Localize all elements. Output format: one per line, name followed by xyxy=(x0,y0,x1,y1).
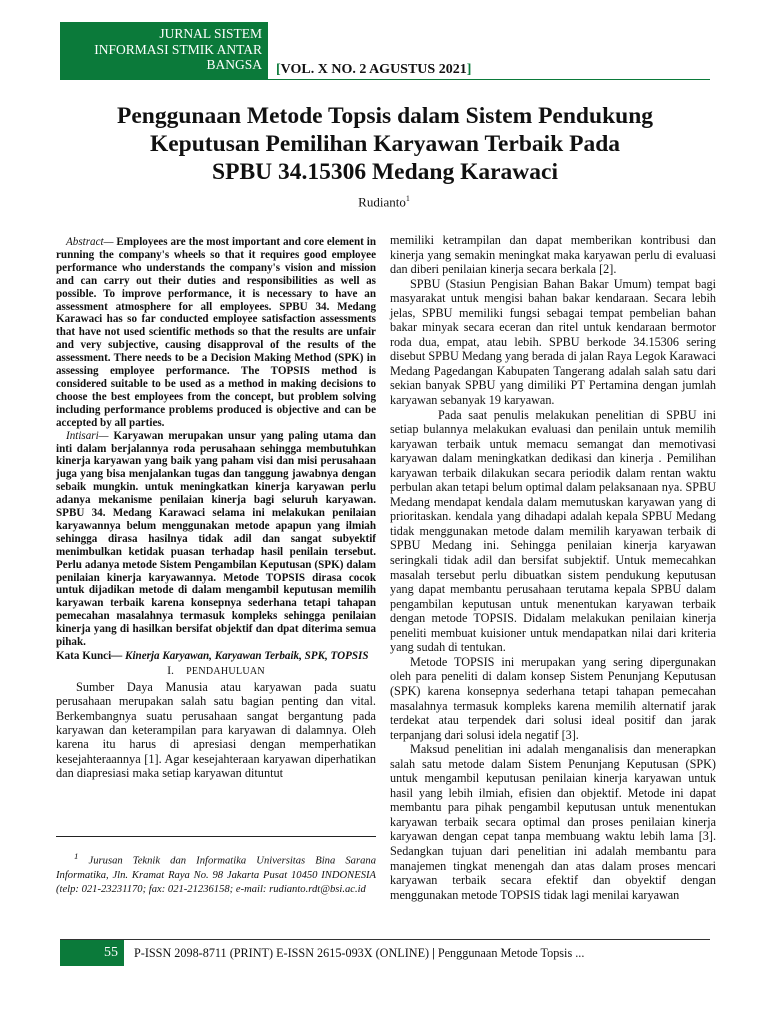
title-line2: Keputusan Pemilihan Karyawan Terbaik Pada xyxy=(149,131,621,157)
footnote xyxy=(56,849,376,897)
body-paragraph: Metode TOPSIS ini merupakan yang sering dipergunakan oleh para peneliti di dalam konsep Sistem Penunjang Keputusan (SPK) karena konsepnya sederhana tetapi tahapan pemecahan masalahnya termasuk kompleks karena memilih alternatif jarak terdekat atau terpendek dari solusi ideal positif dan jarak terpanjang dari solusi idela negatif [3]. xyxy=(390,654,716,742)
footer-issn: P-ISSN 2098-8711 (PRINT) E-ISSN 2615-093X (ONLINE) xyxy=(134,946,430,960)
journal-name-line1: JURNAL SISTEM xyxy=(159,26,262,41)
volume-label: [VOL. X NO. 2 AGUSTUS 2021] xyxy=(276,62,472,77)
footnote-rule xyxy=(56,836,376,837)
footer-separator: | xyxy=(429,946,438,960)
volume-text: VOL. X NO. 2 AGUSTUS 2021 xyxy=(280,62,467,77)
title-line1: Penggunaan Metode Topsis dalam Sistem Pendukung xyxy=(116,103,654,129)
left-column xyxy=(56,236,376,781)
body-paragraph: Pada saat penulis melakukan penelitian di SPBU ini setiap bulannya melakukan evaluasi dan penilain untuk memilih karyawan terbaik untuk memacu semangat dan memotivasi karyawan dalam meningkatkan dedikasi dan kinerja . Pemilihan karyawan terbaik dilakukan secara periodik dalam rentan waktu perbulan akan tetapi belum optimal dalam pelaksanaan nya. SPBU Medang mendapat kendala dalam memutuskan karyawan yang di prioritaskan. kendala yang dihadapi adalah kepala SPBU Medang tidak menggunakan metode dalam memilih karyawan terbaik di SPBU Medang ini. Sehingga penilaian kinerja karyawan seringkali tidak adil dan bersifat subjektif. Untuk memecahkan masalah tersebut perlu dibuatkan sistem pendukung keputusan yang dapat membantu perusahaan terutama kepala SPBU dalam pengambilan keputusan untuk menentukan karyawan terbaik dengan metode TOPSIS. Didalam melakukan penilaian kinerja peneliti membuat kuisioner untuk mendapatkan nilai dari kriteria yang sudah di tentukan. xyxy=(390,407,716,655)
keywords-text: Kinerja Karyawan, Karyawan Terbaik, SPK, TOPSIS xyxy=(122,650,369,662)
right-column xyxy=(390,233,716,902)
footer-rule xyxy=(60,939,710,940)
section-number: I. xyxy=(167,663,175,678)
footnote-mark: 1 xyxy=(74,851,79,861)
title-line3: SPBU 34.15306 Medang Karawaci xyxy=(212,159,558,185)
body-paragraph: memiliki ketrampilan dan dapat memberikan kontribusi dan kinerja yang semakin meningkat maka karyawan perlu di evaluasi dan diberi penilaian kinerja secara berkala [2]. xyxy=(390,233,716,277)
body-paragraph: SPBU (Stasiun Pengisian Bahan Bakar Umum) tempat bagi masyarakat untuk mengisi bahan bakar kendaraan. Secara lebih jelas, SPBU memiliki fungsi sebagai tempat pembelian bahan bakar minyak secara eceran dan ritel untuk kendaraan bermotor roda dua, empat, atau lebih. SPBU berkode 34.15306 sering disebut SPBU Medang yang berada di jalan Raya Legok Karawaci Medang Pagedangan Kabupaten Tangerang adalah salah satu dari sekian banyak SPBU yang dimiliki PT Pertamina dengan jumlah karyawan sebanyak 19 karyawan. xyxy=(390,276,716,408)
body-paragraph: Sumber Daya Manusia atau karyawan pada suatu perusahaan merupakan salah satu bagian penting dan vital. Berkembangnya suatu perusahaan sangat bergantung pada karyawan dan keterampilan para karyawan di dalamnya. Oleh karena itu harus di apresiasi dengan memperhatikan kesejahteraannya [1]. Agar kesejahteraan karyawan diperhatikan dan diapresiasi maka setiap karyawan dituntut xyxy=(56,679,376,781)
intisari xyxy=(56,430,376,649)
section-title: PENDAHULUAN xyxy=(186,666,265,678)
abstract xyxy=(56,236,376,430)
author-footnote-mark: 1 xyxy=(405,194,410,203)
abstract-lead: Abstract— xyxy=(66,236,114,248)
journal-name-line3: BANGSA xyxy=(206,57,262,72)
section-heading xyxy=(56,663,376,679)
header-rule xyxy=(268,79,710,80)
paper-title xyxy=(60,102,710,186)
author-name: Rudianto xyxy=(358,194,406,210)
page-number: 55 xyxy=(60,940,124,966)
body-paragraph: Maksud penelitian ini adalah menganalisis dan menerapkan salah satu metode dalam Sistem Penunjang Keputusan (SPK) untuk mengambil keputusan penilaian kinerja karyawan untuk hasil yang lebih ilmiah, efisien dan objektif. Metode ini dapat membantu para pihak pengambil keputusan untuk menentukan karyawan terbaik secara optimal dan proses penilaian kinerja karyawan dengan cepat tanpa membuang waktu lebih lama [3]. Sedangkan tujuan dari penelitian ini adalah membantu para manajemen tingkat menengah dan atas dalam proses mencari karyawan terbaik secara efektif dan obyektif dengan menggunakan metode TOPSIS tidak lagi menilai karyawan xyxy=(390,742,716,902)
journal-name-line2: INFORMASI STMIK ANTAR xyxy=(94,41,262,57)
keywords-lead: Kata Kunci— xyxy=(56,650,123,662)
footnote-text: Jurusan Teknik dan Informatika Universitas Bina Sarana Informatika, Jln. Kramat Raya No. 98 Jakarta Pusat 10450 INDONESIA (telp: 021-23231170; fax: 021-21236158; e-mail: rudianto.rdt@bsi.ac.id xyxy=(56,855,376,895)
journal-name-box xyxy=(60,22,268,80)
footer-text xyxy=(134,946,584,961)
keywords xyxy=(56,649,376,663)
author-line xyxy=(0,194,768,210)
abstract-text: Employees are the most important and core element in running the company's wheels so that it requires good employee performance who understands the company's vision and mission and can carry out their duties and responsibilities as well as possible. To improve performance, it is necessary to have an assessment atmosphere for all employees. SPBU 34. Medang Karawaci has so far conducted employee satisfaction assessments that have not used scientific methods so that the results are unfair and very subjective, causing disapproval of the results of the assessment. There needs to be a Decision Making Method (SPK) in assessing employee performance. The TOPSIS method is considered suitable to be used as a method in making decisions to choose the best employees from the concept, but problem solving including performance problems produced is objective and can be accepted by all parties. xyxy=(56,236,376,429)
footer-running-title: Penggunaan Metode Topsis ... xyxy=(437,946,585,960)
intisari-text: Karyawan merupakan unsur yang paling utama dan inti dalam berjalannya roda perusahaan sehingga membutuhkan kinerja karyawan yang baik yang paham visi dan misi perusahaan juga yang bisa menjalankan tugas dan tanggung jawabnya dengan sebaik mungkin. untuk meningkatkan kinerja karyawan perlu adanya mekanisme penilaian kinerja bagi seluruh karyawan. SPBU 34. Medang Karawaci selama ini melakukan penilaian karyawannya belum menggunakan metode apapun yang ilmiah sehingga dirasa hasilnya tidak adil dan sangat subyektif menimbulkan ketidak puasan terhadap hasil penilain tersebut. Perlu adanya metode Sistem Pengambilan Keputusan (SPK) dalam penilaian kinerja karyawannya. Metode TOPSIS dirasa cocok untuk dijadikan metode di dalam mengambil keputusan memilih karyawan terbaik karena konsepnya sederhana tetapi tahapan pemecahan masalahnya termasuk kompleks sehingga penilaian kinerja yang di hasilkan bersifat objektif dan dpat diterima semua pihak. xyxy=(56,429,376,649)
intisari-lead: Intisari— xyxy=(66,429,109,442)
